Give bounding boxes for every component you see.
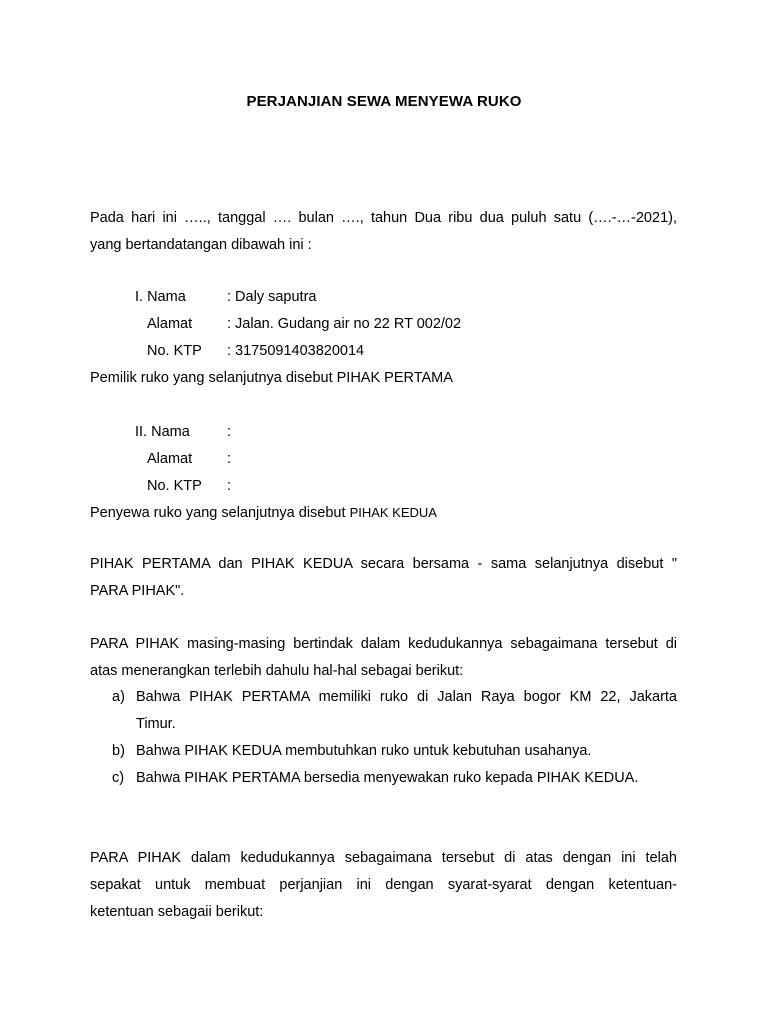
opening-line-2: yang bertandatangan dibawah ini : — [90, 237, 312, 253]
party-two-nama-label: II. Nama — [135, 424, 190, 440]
agreement-line-2: sepakat untuk membuat perjanjian ini dengan syarat-syarat dengan ketentuan- — [90, 877, 677, 893]
party-two-alamat-value: : — [227, 451, 232, 467]
recitals-paragraph — [90, 631, 677, 685]
list-item-line-2: Timur. — [136, 716, 176, 732]
opening-paragraph — [90, 205, 677, 259]
party-one-ktp-label: No. KTP — [147, 343, 202, 359]
list-item — [112, 765, 677, 792]
party-two-role-name: PIHAK KEDUA — [349, 505, 437, 520]
party-two-block — [135, 419, 231, 500]
agreement-paragraph — [90, 845, 677, 926]
list-item-marker: a) — [112, 689, 125, 705]
para-pihak-paragraph — [90, 551, 677, 605]
opening-line-1: Pada hari ini ….., tanggal …. bulan …., tahun Dua ribu dua puluh satu (….-…-2021), — [90, 210, 677, 226]
agreement-line-3: ketentuan sebagaii berikut: — [90, 904, 264, 920]
party-two-ktp-label: No. KTP — [147, 478, 202, 494]
party-one-block — [135, 284, 461, 365]
list-item — [112, 684, 677, 738]
recitals-list — [112, 684, 677, 792]
party-two-role — [90, 499, 437, 527]
list-item-marker: b) — [112, 743, 125, 759]
para-pihak-line-2: PARA PIHAK". — [90, 583, 185, 599]
recitals-line-1: PARA PIHAK masing-masing bertindak dalam kedudukannya sebagaimana tersebut di — [90, 636, 677, 652]
list-item — [112, 738, 677, 765]
list-item-line-1: Bahwa PIHAK PERTAMA bersedia menyewakan ruko kepada PIHAK KEDUA. — [136, 770, 639, 786]
party-one-nama-label: I. Nama — [135, 289, 186, 305]
party-two-nama-value: : — [227, 424, 232, 440]
recitals-line-2: atas menerangkan terlebih dahulu hal-hal sebagai berikut: — [90, 663, 464, 679]
party-one-alamat-value: : Jalan. Gudang air no 22 RT 002/02 — [227, 316, 462, 332]
party-one-role: Pemilik ruko yang selanjutnya disebut PIHAK PERTAMA — [90, 370, 453, 386]
list-item-line-1: Bahwa PIHAK PERTAMA memiliki ruko di Jalan Raya bogor KM 22, Jakarta — [136, 689, 677, 705]
agreement-line-1: PARA PIHAK dalam kedudukannya sebagaimana tersebut di atas dengan ini telah — [90, 850, 677, 866]
party-one-alamat-label: Alamat — [147, 316, 193, 332]
list-item-line-1: Bahwa PIHAK KEDUA membutuhkan ruko untuk kebutuhan usahanya. — [136, 743, 592, 759]
document-title: PERJANJIAN SEWA MENYEWA RUKO — [246, 93, 522, 110]
party-two-role-text: Penyewa ruko yang selanjutnya disebut — [90, 505, 350, 521]
para-pihak-line-1: PIHAK PERTAMA dan PIHAK KEDUA secara bersama - sama selanjutnya disebut " — [90, 556, 677, 572]
list-item-marker: c) — [112, 770, 125, 786]
party-two-alamat-label: Alamat — [147, 451, 193, 467]
party-one-nama-value: : Daly saputra — [227, 289, 317, 305]
party-two-ktp-value: : — [227, 478, 232, 494]
party-one-ktp-value: : 3175091403820014 — [227, 343, 365, 359]
